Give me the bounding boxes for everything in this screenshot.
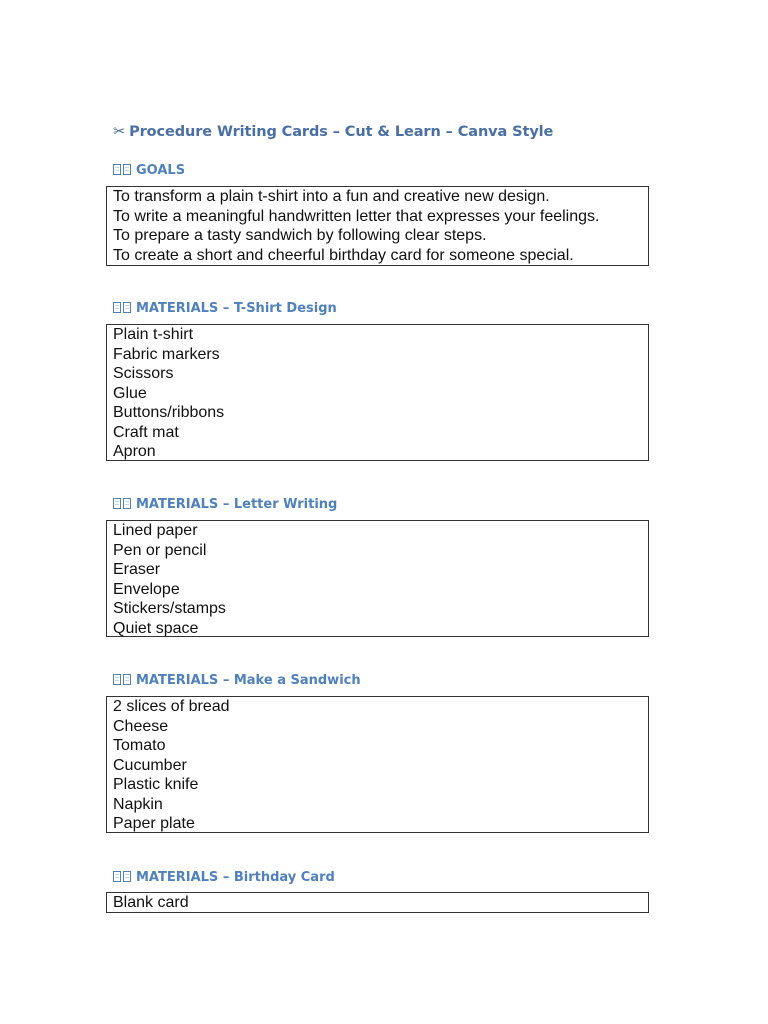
section-heading-text: MATERIALS – Letter Writing bbox=[136, 497, 338, 512]
list-item: Eraser bbox=[113, 561, 161, 578]
missing-glyph-icon bbox=[123, 164, 131, 175]
list-item: Fabric markers bbox=[113, 345, 220, 363]
list-item: Blank card bbox=[113, 894, 189, 911]
sandwich-materials-box bbox=[106, 696, 649, 833]
list-item: Envelope bbox=[113, 580, 180, 598]
list-item: Napkin bbox=[113, 795, 163, 813]
letter-materials-box bbox=[106, 520, 649, 637]
list-item: Glue bbox=[113, 384, 147, 402]
list-item: Craft mat bbox=[113, 423, 179, 441]
missing-glyph-icon bbox=[113, 871, 121, 882]
section-heading-birthday bbox=[113, 870, 335, 885]
list-item: Pen or pencil bbox=[113, 541, 207, 559]
missing-glyph-icon bbox=[123, 302, 131, 313]
section-heading-text: MATERIALS – Birthday Card bbox=[136, 870, 335, 885]
list-item: To create a short and cheerful birthday card for someone special. bbox=[113, 246, 574, 264]
section-heading-text: GOALS bbox=[136, 163, 186, 178]
list-item: 2 slices of bread bbox=[113, 698, 230, 715]
tshirt-materials-box bbox=[106, 324, 649, 461]
page-title-text: Procedure Writing Cards – Cut & Learn – Canva Style bbox=[129, 124, 554, 140]
list-item: To prepare a tasty sandwich by following clear steps. bbox=[113, 227, 487, 244]
list-item: Scissors bbox=[113, 365, 174, 382]
list-item: Stickers/stamps bbox=[113, 600, 226, 617]
list-item: Cucumber bbox=[113, 756, 187, 774]
birthday-materials-box bbox=[106, 892, 649, 913]
missing-glyph-icon bbox=[123, 498, 131, 509]
list-item: Quiet space bbox=[113, 619, 199, 637]
list-item: Tomato bbox=[113, 737, 166, 754]
page-title bbox=[113, 124, 553, 140]
missing-glyph-icon bbox=[113, 302, 121, 313]
missing-glyph-icon bbox=[113, 164, 121, 175]
list-item: Plain t-shirt bbox=[113, 326, 194, 343]
list-item: Plastic knife bbox=[113, 776, 199, 793]
list-item: Lined paper bbox=[113, 522, 198, 539]
missing-glyph-icon bbox=[113, 674, 121, 685]
missing-glyph-icon bbox=[123, 871, 131, 882]
list-item: Buttons/ribbons bbox=[113, 404, 225, 421]
section-heading-tshirt bbox=[113, 301, 337, 316]
section-heading-text: MATERIALS – Make a Sandwich bbox=[136, 673, 361, 688]
missing-glyph-icon bbox=[123, 674, 131, 685]
list-item: To write a meaningful handwritten letter that expresses your feelings. bbox=[113, 207, 600, 225]
section-heading-text: MATERIALS – T-Shirt Design bbox=[136, 301, 337, 316]
list-item: Apron bbox=[113, 443, 156, 460]
list-item: Cheese bbox=[113, 717, 169, 735]
section-heading-letter bbox=[113, 497, 337, 512]
section-heading-goals bbox=[113, 163, 185, 178]
list-item: To transform a plain t-shirt into a fun and creative new design. bbox=[113, 188, 550, 205]
section-heading-sandwich bbox=[113, 673, 361, 688]
goals-box bbox=[106, 186, 649, 266]
list-item: Paper plate bbox=[113, 815, 195, 832]
missing-glyph-icon bbox=[113, 498, 121, 509]
scissors-icon: ✂ bbox=[113, 124, 126, 140]
